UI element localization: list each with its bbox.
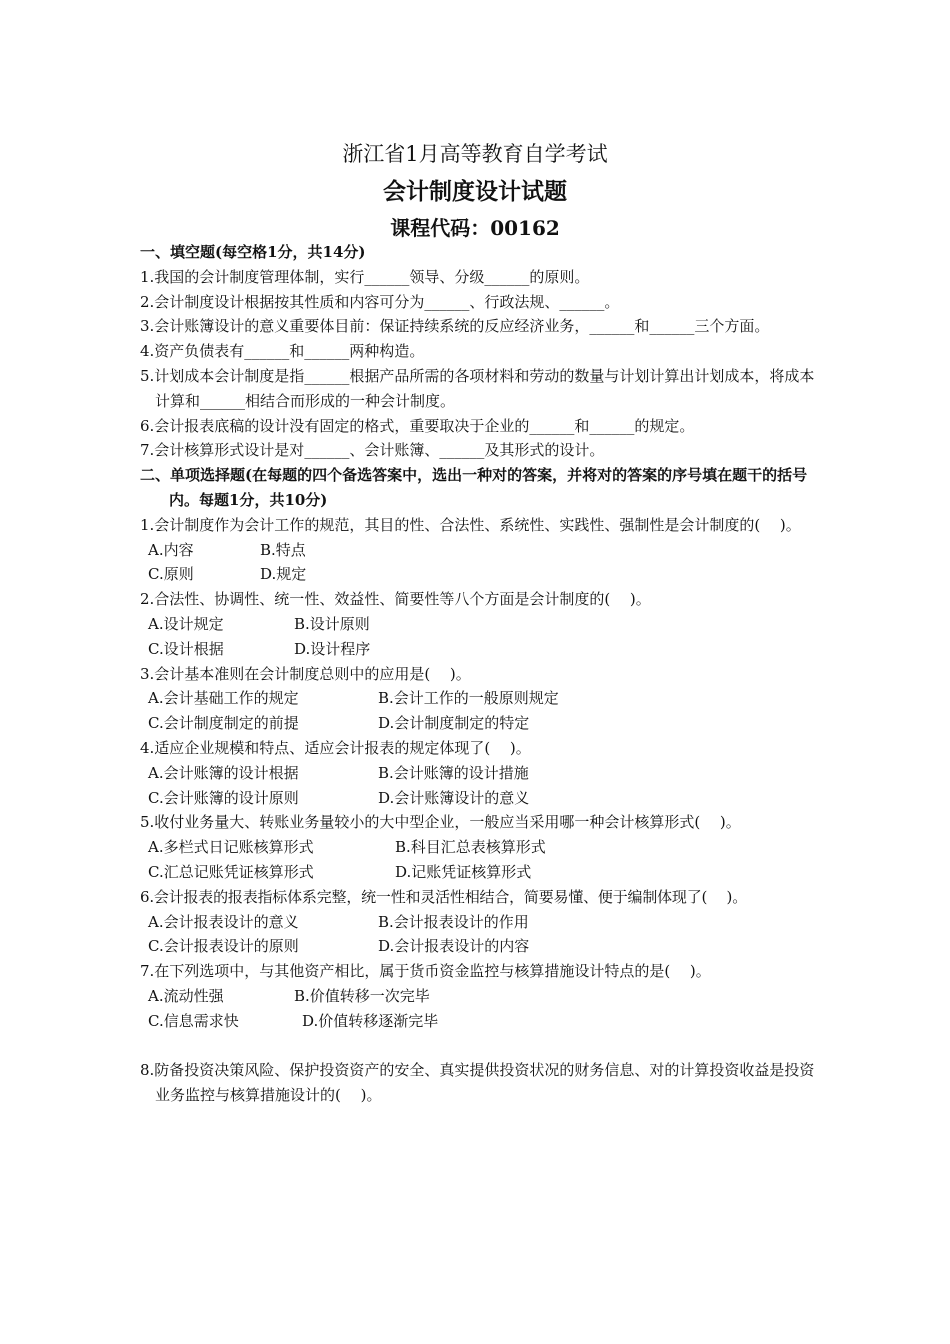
exam-body [140, 240, 820, 1108]
option-b: B.设计原则 [294, 614, 370, 633]
choice-question: 5.收付业务量大、转账业务量较小的大中型企业，一般应当采用哪一种会计核算形式( )。 [140, 813, 741, 832]
option-c: C.会计报表设计的原则 [148, 937, 299, 956]
fill-blank-question: 1.我国的会计制度管理体制，实行______领导、分级______的原则。 [140, 267, 590, 286]
option-row [140, 1009, 820, 1034]
option-a: A.流动性强 [148, 986, 224, 1005]
option-row [140, 910, 820, 935]
option-row [140, 637, 820, 662]
option-d: D.会计账簿设计的意义 [378, 788, 530, 807]
option-a: A.多栏式日记账核算形式 [148, 838, 314, 857]
choice-question: 6.会计报表的报表指标体系完整，统一性和灵活性相结合，简要易懂、便于编制体现了( )。 [140, 887, 747, 906]
option-row [140, 562, 820, 587]
exam-title-line1: 浙江省1月高等教育自学考试 [342, 142, 608, 166]
option-b: B.会计报表设计的作用 [378, 912, 529, 931]
option-row [140, 761, 820, 786]
option-c: C.设计根据 [148, 639, 224, 658]
option-c: C.会计账簿的设计原则 [148, 788, 299, 807]
option-d: D.价值转移逐渐完毕 [302, 1011, 439, 1030]
option-d: D.设计程序 [294, 639, 371, 658]
option-b: B.科目汇总表核算形式 [395, 838, 546, 857]
section-fill-blank-heading: 一、填空题(每空格1分，共14分) [140, 243, 366, 261]
choice-question: 3.会计基本准则在会计制度总则中的应用是( )。 [140, 664, 471, 683]
option-row [140, 984, 820, 1009]
choice-question: 2.合法性、协调性、统一性、效益性、简要性等八个方面是会计制度的( )。 [140, 590, 651, 609]
fill-blank-question: 7.会计核算形式设计是对______、会计账簿、______及其形式的设计。 [140, 441, 605, 460]
option-d: D.记账凭证核算形式 [395, 862, 532, 881]
option-row [140, 835, 820, 860]
option-d: D.规定 [260, 565, 307, 584]
fill-blank-question: 4.资产负债表有______和______两种构造。 [140, 342, 425, 361]
choice-question: 4.适应企业规模和特点、适应会计报表的规定体现了( )。 [140, 738, 531, 757]
option-row [140, 686, 820, 711]
choice-question: 8.防备投资决策风险、保护投资资产的安全、真实提供投资状况的财务信息、对的计算投资收益是投资业务监控与核算措施设计的( )。 [140, 1061, 815, 1105]
choice-question: 1.会计制度作为会计工作的规范，其目的性、合法性、系统性、实践性、强制性是会计制度的( )。 [140, 515, 801, 534]
option-b: B.价值转移一次完毕 [294, 986, 430, 1005]
choice-question: 7.在下列选项中，与其他资产相比，属于货币资金监控与核算措施设计特点的是( )。 [140, 962, 711, 981]
option-b: B.特点 [260, 540, 306, 559]
option-a: A.内容 [148, 540, 194, 559]
option-a: A.会计报表设计的意义 [148, 912, 299, 931]
spacer [140, 1034, 820, 1059]
option-c: C.原则 [148, 565, 194, 584]
option-b: B.会计工作的一般原则规定 [378, 689, 559, 708]
fill-blank-question: 5.计划成本会计制度是指______根据产品所需的各项材料和劳动的数量与计划计算出计划成本，将成本计算和______相结合而形成的一种会计制度。 [140, 366, 815, 410]
option-c: C.信息需求快 [148, 1011, 239, 1030]
option-row [140, 612, 820, 637]
fill-blank-question: 2.会计制度设计根据按其性质和内容可分为______、行政法规、______。 [140, 292, 620, 311]
option-row [140, 786, 820, 811]
exam-title-subject: 会计制度设计试题 [383, 178, 567, 205]
option-row [140, 860, 820, 885]
option-row [140, 538, 820, 563]
course-code: 课程代码：00162 [390, 216, 560, 240]
option-a: A.设计规定 [148, 614, 224, 633]
option-c: C.汇总记账凭证核算形式 [148, 862, 314, 881]
fill-blank-question: 3.会计账簿设计的意义重要体目前：保证持续系统的反应经济业务，______和______三个方面。 [140, 317, 770, 336]
option-a: A.会计账簿的设计根据 [148, 763, 299, 782]
option-d: D.会计制度制定的特定 [378, 714, 530, 733]
option-c: C.会计制度制定的前提 [148, 714, 299, 733]
section-single-choice-heading: 二、单项选择题(在每题的四个备选答案中，选出一种对的答案，并将对的答案的序号填在题干的括号内。每题1分，共10分) [140, 466, 808, 509]
option-row [140, 934, 820, 959]
option-d: D.会计报表设计的内容 [378, 937, 530, 956]
option-row [140, 711, 820, 736]
fill-blank-question: 6.会计报表底稿的设计没有固定的格式，重要取决于企业的______和______的规定。 [140, 416, 695, 435]
option-a: A.会计基础工作的规定 [148, 689, 299, 708]
option-b: B.会计账簿的设计措施 [378, 763, 529, 782]
